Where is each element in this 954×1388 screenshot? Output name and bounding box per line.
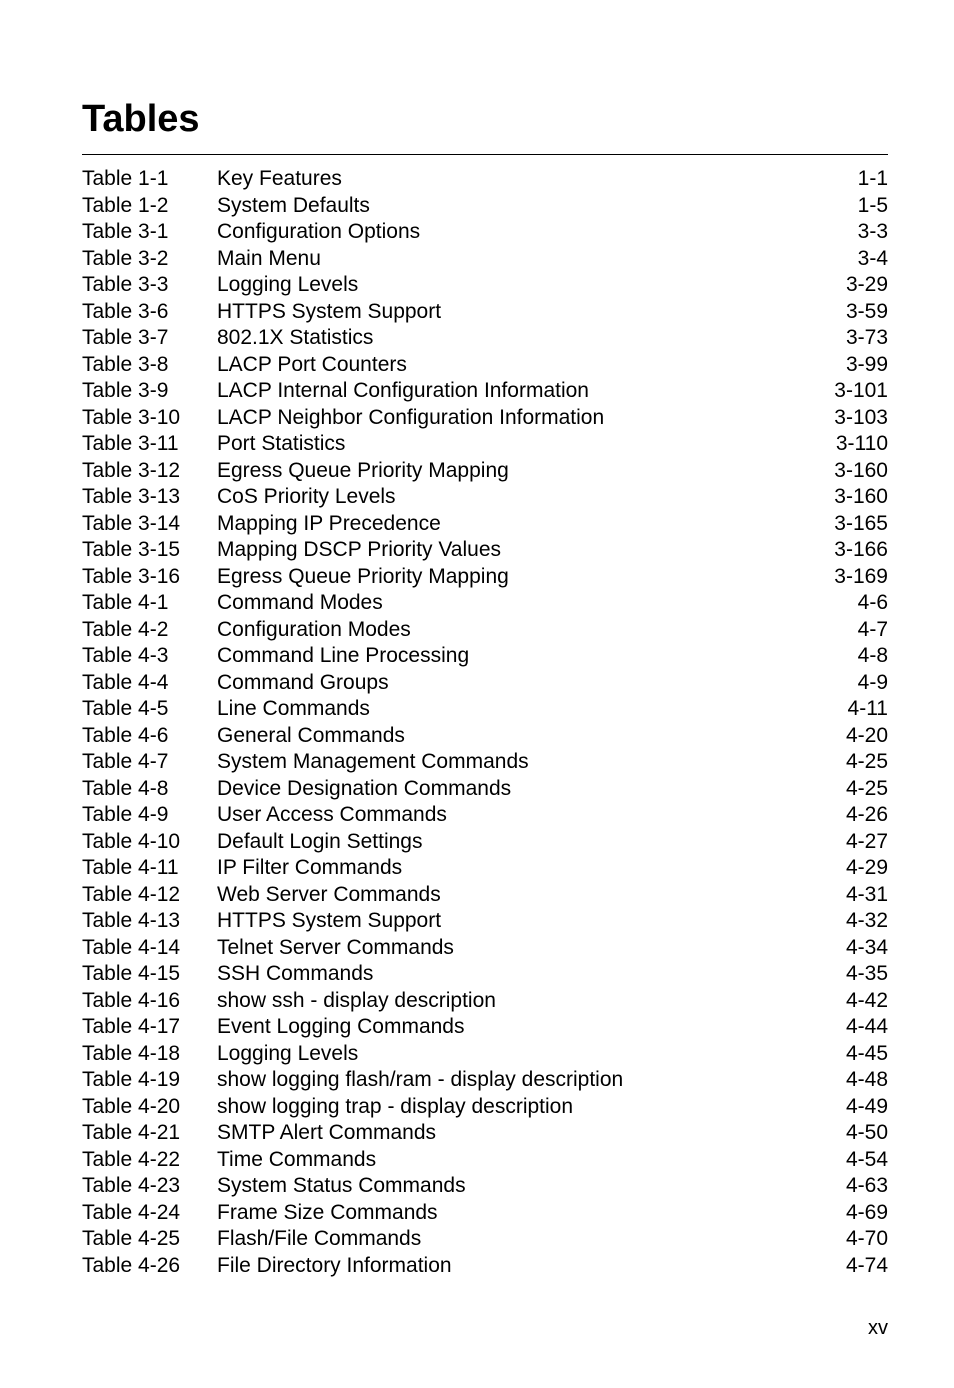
toc-entry-page: 1-1 bbox=[857, 167, 888, 190]
toc-entry[interactable] bbox=[82, 749, 888, 776]
toc-entry-number: Table 4-2 bbox=[82, 617, 169, 641]
toc-entry-page: 4-35 bbox=[845, 962, 888, 985]
toc-entry-title: Time Commands bbox=[217, 1147, 377, 1171]
table-of-tables-list bbox=[82, 166, 888, 1279]
toc-entry-number: Table 4-19 bbox=[82, 1068, 181, 1091]
toc-entry[interactable] bbox=[82, 1200, 888, 1227]
toc-entry[interactable] bbox=[82, 908, 888, 935]
toc-entry-page: 4-9 bbox=[857, 670, 888, 694]
toc-entry[interactable] bbox=[82, 802, 888, 829]
toc-entry-title: File Directory Information bbox=[217, 1253, 452, 1277]
toc-entry-number: Table 4-10 bbox=[82, 829, 181, 853]
toc-entry-number: Table 4-6 bbox=[82, 723, 169, 747]
toc-entry-page: 4-7 bbox=[857, 617, 888, 641]
toc-entry-number: Table 4-26 bbox=[82, 1253, 181, 1277]
toc-entry-page: 3-166 bbox=[834, 538, 888, 561]
toc-entry-page: 3-3 bbox=[857, 220, 888, 243]
toc-entry[interactable] bbox=[82, 431, 888, 458]
toc-entry-number: Table 3-11 bbox=[82, 432, 179, 455]
toc-entry-title: Flash/File Commands bbox=[217, 1227, 422, 1250]
toc-entry-title: 802.1X Statistics bbox=[217, 326, 374, 349]
toc-entry-number: Table 1-2 bbox=[82, 193, 169, 217]
toc-entry-title: show logging flash/ram - display description bbox=[217, 1068, 624, 1091]
toc-entry[interactable] bbox=[82, 643, 888, 670]
toc-entry-page: 4-6 bbox=[857, 591, 888, 614]
toc-entry-number: Table 3-16 bbox=[82, 564, 181, 588]
toc-entry-title: HTTPS System Support bbox=[217, 909, 442, 932]
page-number: xv bbox=[868, 1317, 888, 1339]
toc-entry-title: System Management Commands bbox=[217, 750, 529, 773]
toc-entry-page: 3-99 bbox=[845, 352, 888, 376]
toc-entry[interactable] bbox=[82, 272, 888, 299]
toc-entry-number: Table 1-1 bbox=[82, 167, 169, 190]
toc-entry-title: System Status Commands bbox=[217, 1174, 466, 1197]
toc-entry-page: 3-103 bbox=[834, 405, 888, 429]
toc-entry-number: Table 4-14 bbox=[82, 935, 181, 959]
toc-entry-page: 4-31 bbox=[845, 882, 888, 906]
toc-entry-number: Table 4-15 bbox=[82, 962, 181, 985]
toc-entry-title: Key Features bbox=[217, 167, 342, 190]
toc-entry-number: Table 3-12 bbox=[82, 458, 181, 482]
toc-entry[interactable] bbox=[82, 537, 888, 564]
toc-entry[interactable] bbox=[82, 590, 888, 617]
toc-entry-number: Table 4-20 bbox=[82, 1094, 181, 1118]
toc-entry-page: 3-29 bbox=[845, 273, 888, 296]
toc-entry-number: Table 3-3 bbox=[82, 273, 169, 296]
toc-entry-number: Table 4-1 bbox=[82, 591, 169, 614]
toc-entry-number: Table 4-16 bbox=[82, 988, 181, 1012]
toc-entry-number: Table 4-21 bbox=[82, 1121, 181, 1144]
toc-entry-title: Main Menu bbox=[217, 246, 321, 270]
toc-entry-number: Table 4-18 bbox=[82, 1041, 181, 1065]
toc-entry-number: Table 3-9 bbox=[82, 379, 169, 402]
toc-entry[interactable] bbox=[82, 511, 888, 538]
toc-entry-number: Table 4-4 bbox=[82, 670, 169, 694]
toc-entry-page: 4-70 bbox=[845, 1227, 888, 1250]
toc-entry[interactable] bbox=[82, 696, 888, 723]
toc-entry-page: 4-48 bbox=[845, 1068, 888, 1091]
toc-entry[interactable] bbox=[82, 776, 888, 803]
toc-entry[interactable] bbox=[82, 1253, 888, 1280]
toc-entry-title: Frame Size Commands bbox=[217, 1200, 438, 1224]
toc-entry[interactable] bbox=[82, 723, 888, 750]
toc-entry-number: Table 3-14 bbox=[82, 511, 181, 535]
toc-entry[interactable] bbox=[82, 1014, 888, 1041]
toc-entry-page: 4-29 bbox=[845, 856, 888, 879]
toc-entry-page: 4-32 bbox=[845, 909, 888, 932]
toc-entry-page: 3-160 bbox=[834, 458, 888, 482]
toc-entry-number: Table 4-23 bbox=[82, 1174, 181, 1197]
toc-entry-title: Mapping DSCP Priority Values bbox=[217, 538, 502, 561]
toc-entry[interactable] bbox=[82, 829, 888, 856]
toc-entry-number: Table 3-7 bbox=[82, 326, 169, 349]
toc-entry-page: 3-73 bbox=[845, 326, 888, 349]
toc-entry[interactable] bbox=[82, 855, 888, 882]
toc-entry-title: SSH Commands bbox=[217, 962, 374, 985]
toc-entry[interactable] bbox=[82, 1226, 888, 1253]
toc-entry[interactable] bbox=[82, 325, 888, 352]
toc-entry[interactable] bbox=[82, 1173, 888, 1200]
toc-entry-title: LACP Neighbor Configuration Information bbox=[217, 405, 605, 429]
toc-entry-page: 4-42 bbox=[845, 988, 888, 1012]
toc-entry-page: 4-49 bbox=[845, 1094, 888, 1118]
toc-entry-title: Default Login Settings bbox=[217, 829, 423, 853]
toc-entry[interactable] bbox=[82, 166, 888, 193]
toc-entry[interactable] bbox=[82, 1147, 888, 1174]
toc-entry-number: Table 3-1 bbox=[82, 220, 169, 243]
toc-entry-title: Line Commands bbox=[217, 697, 370, 720]
toc-entry[interactable] bbox=[82, 458, 888, 485]
toc-entry-title: show ssh - display description bbox=[217, 988, 496, 1012]
toc-entry[interactable] bbox=[82, 219, 888, 246]
toc-entry-title: CoS Priority Levels bbox=[217, 485, 396, 508]
toc-entry[interactable] bbox=[82, 378, 888, 405]
toc-entry-title: Logging Levels bbox=[217, 1041, 359, 1065]
toc-entry-page: 3-101 bbox=[834, 379, 888, 402]
toc-entry[interactable] bbox=[82, 1067, 888, 1094]
toc-entry-title: Egress Queue Priority Mapping bbox=[217, 458, 509, 482]
toc-entry-title: Command Groups bbox=[217, 670, 389, 694]
toc-entry-page: 3-165 bbox=[834, 511, 888, 535]
page-title: Tables bbox=[82, 98, 200, 140]
toc-entry[interactable] bbox=[82, 961, 888, 988]
toc-entry-title: Web Server Commands bbox=[217, 882, 441, 906]
toc-entry-title: User Access Commands bbox=[217, 803, 447, 826]
toc-entry-number: Table 3-6 bbox=[82, 299, 169, 323]
toc-entry[interactable] bbox=[82, 405, 888, 432]
toc-entry[interactable] bbox=[82, 484, 888, 511]
toc-entry-title: Mapping IP Precedence bbox=[217, 511, 441, 535]
toc-entry-title: Egress Queue Priority Mapping bbox=[217, 564, 509, 588]
toc-entry-page: 3-4 bbox=[857, 246, 888, 270]
toc-entry[interactable] bbox=[82, 617, 888, 644]
toc-entry[interactable] bbox=[82, 670, 888, 697]
toc-entry-page: 1-5 bbox=[857, 193, 888, 217]
toc-entry[interactable] bbox=[82, 935, 888, 962]
toc-entry-number: Table 4-11 bbox=[82, 856, 179, 879]
toc-entry-page: 4-54 bbox=[845, 1147, 888, 1171]
toc-entry-page: 4-50 bbox=[845, 1121, 888, 1144]
toc-entry-page: 4-63 bbox=[845, 1174, 888, 1197]
title-divider bbox=[82, 154, 888, 155]
toc-entry[interactable] bbox=[82, 193, 888, 220]
toc-entry-title: Command Line Processing bbox=[217, 644, 470, 667]
toc-entry-title: HTTPS System Support bbox=[217, 299, 442, 323]
toc-entry-page: 4-27 bbox=[845, 829, 888, 853]
toc-entry-page: 4-25 bbox=[845, 776, 888, 800]
toc-entry-page: 3-110 bbox=[835, 432, 888, 455]
toc-entry-title: System Defaults bbox=[217, 193, 370, 217]
toc-entry-number: Table 4-22 bbox=[82, 1147, 181, 1171]
toc-entry[interactable] bbox=[82, 988, 888, 1015]
toc-entry-page: 4-74 bbox=[845, 1253, 888, 1277]
toc-entry[interactable] bbox=[82, 1094, 888, 1121]
toc-entry-number: Table 4-5 bbox=[82, 697, 169, 720]
toc-entry[interactable] bbox=[82, 1041, 888, 1068]
toc-entry-page: 3-169 bbox=[834, 564, 888, 588]
toc-entry-number: Table 4-12 bbox=[82, 882, 181, 906]
toc-entry-title: IP Filter Commands bbox=[217, 856, 403, 879]
toc-entry-title: SMTP Alert Commands bbox=[217, 1121, 437, 1144]
toc-entry-page: 3-160 bbox=[834, 485, 888, 508]
toc-entry-page: 4-11 bbox=[847, 697, 888, 720]
toc-entry-title: Telnet Server Commands bbox=[217, 935, 454, 959]
toc-entry-page: 4-45 bbox=[845, 1041, 888, 1065]
toc-entry-number: Table 3-8 bbox=[82, 352, 169, 376]
toc-entry-page: 4-69 bbox=[845, 1200, 888, 1224]
toc-entry-title: Logging Levels bbox=[217, 273, 359, 296]
toc-entry-number: Table 4-8 bbox=[82, 776, 169, 800]
toc-entry-number: Table 4-17 bbox=[82, 1015, 181, 1038]
toc-entry-page: 4-20 bbox=[845, 723, 888, 747]
toc-entry-title: General Commands bbox=[217, 723, 405, 747]
toc-entry-title: show logging trap - display description bbox=[217, 1094, 574, 1118]
toc-entry-page: 4-44 bbox=[845, 1015, 888, 1038]
toc-entry-number: Table 4-13 bbox=[82, 909, 181, 932]
toc-entry-title: Port Statistics bbox=[217, 432, 346, 455]
toc-entry-number: Table 4-3 bbox=[82, 644, 169, 667]
toc-entry-number: Table 3-10 bbox=[82, 405, 181, 429]
toc-entry-title: Configuration Modes bbox=[217, 617, 411, 641]
toc-entry-title: Device Designation Commands bbox=[217, 776, 512, 800]
toc-entry-number: Table 3-2 bbox=[82, 246, 169, 270]
toc-entry[interactable] bbox=[82, 1120, 888, 1147]
toc-entry-title: LACP Port Counters bbox=[217, 352, 407, 376]
toc-entry-number: Table 3-15 bbox=[82, 538, 181, 561]
toc-entry-number: Table 4-7 bbox=[82, 750, 169, 773]
toc-entry[interactable] bbox=[82, 352, 888, 379]
toc-entry-page: 4-8 bbox=[857, 644, 888, 667]
toc-entry[interactable] bbox=[82, 299, 888, 326]
toc-entry-title: LACP Internal Configuration Information bbox=[217, 379, 589, 402]
toc-entry-number: Table 4-25 bbox=[82, 1227, 181, 1250]
toc-entry-number: Table 3-13 bbox=[82, 485, 181, 508]
toc-entry-page: 3-59 bbox=[845, 299, 888, 323]
toc-entry-title: Command Modes bbox=[217, 591, 383, 614]
toc-entry-title: Event Logging Commands bbox=[217, 1015, 465, 1038]
toc-entry-title: Configuration Options bbox=[217, 220, 421, 243]
toc-entry[interactable] bbox=[82, 564, 888, 591]
toc-entry[interactable] bbox=[82, 882, 888, 909]
toc-entry-number: Table 4-24 bbox=[82, 1200, 181, 1224]
toc-entry[interactable] bbox=[82, 246, 888, 273]
toc-entry-page: 4-26 bbox=[845, 803, 888, 826]
toc-entry-page: 4-34 bbox=[845, 935, 888, 959]
toc-entry-number: Table 4-9 bbox=[82, 803, 169, 826]
toc-entry-page: 4-25 bbox=[845, 750, 888, 773]
